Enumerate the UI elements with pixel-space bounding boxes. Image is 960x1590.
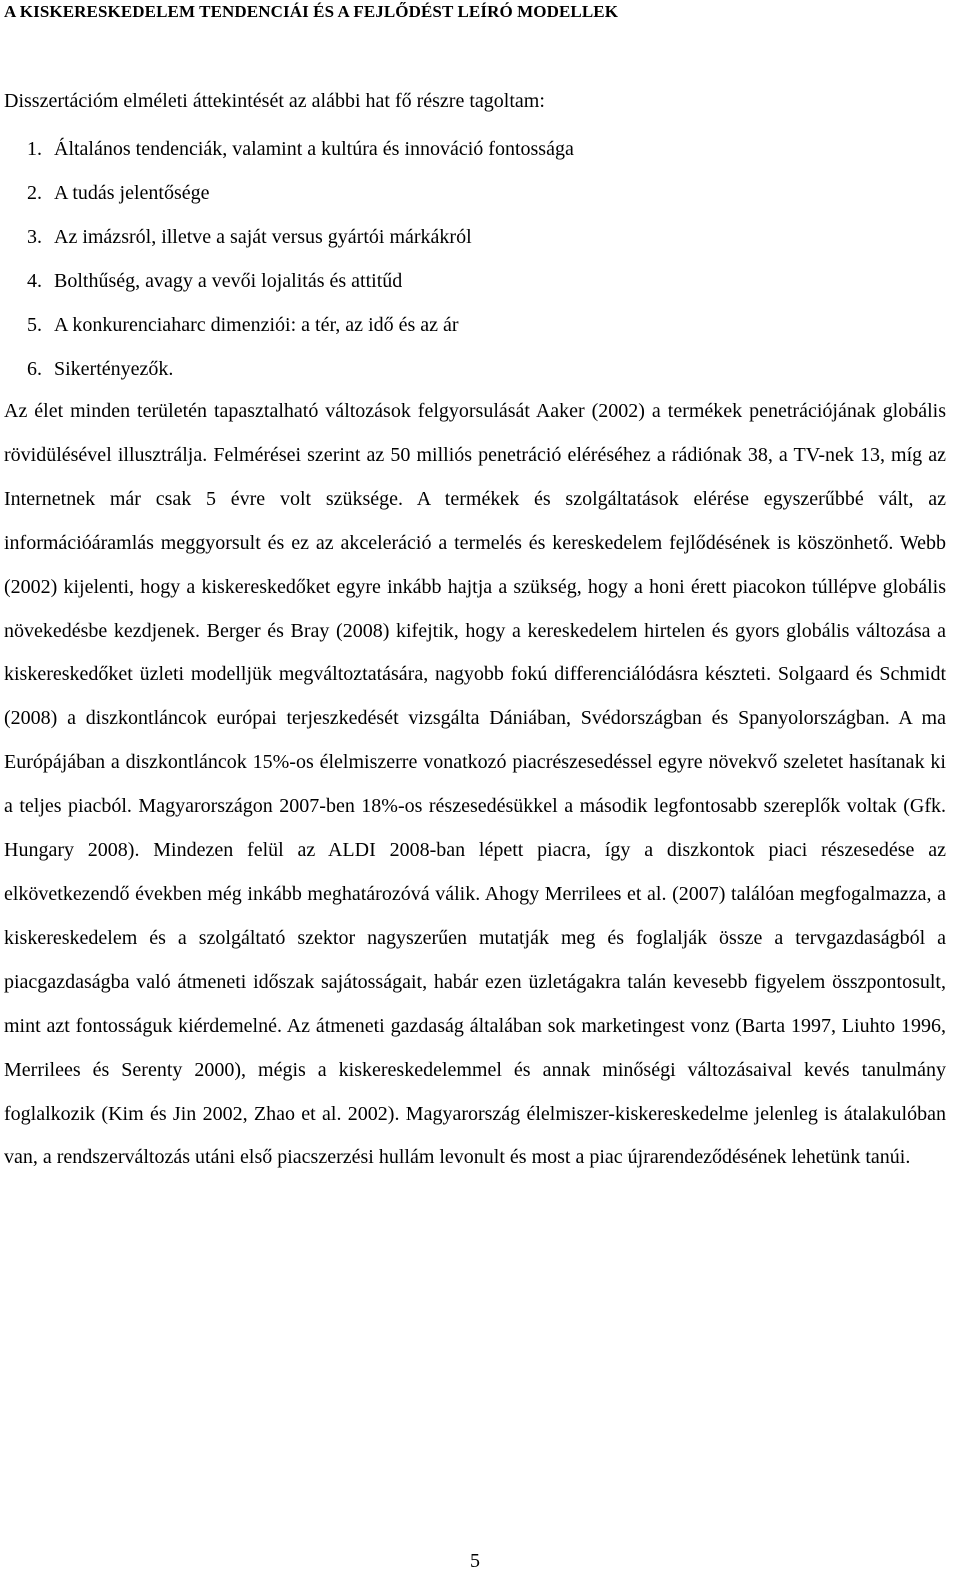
outline-item — [4, 347, 574, 391]
outline-list — [4, 127, 574, 391]
outline-item — [4, 127, 574, 171]
outline-item-label: Bolthűség, avagy a vevői lojalitás és attitűd — [54, 270, 403, 292]
outline-item-number: 2. — [27, 182, 42, 204]
body-paragraph: Az élet minden területén tapasztalható változások felgyorsulását Aaker (2002) a termékek penetrációjának globális rövidülésével illusztrálja. Felmérései szerint az 50 milliós penetráció eléréséhez a rádiónak 38, a TV-nek 13, míg az Internetnek már csak 5 évre volt szüksége. A termékek és szolgáltatások elérése egyszerűbbé vált, az információáramlás meggyorsult és ez az akceleráció a termelés és kereskedelem fejlődésének is köszönhető. Webb (2002) kijelenti, hogy a kiskereskedőket egyre inkább hajtja a szükség, hogy a honi érett piacokon túllépve globális növekedésbe kezdjenek. Berger és Bray (2008) kifejtik, hogy a kereskedelem hirtelen és gyors globális változása a kiskereskedőket üzleti modelljük megváltoztatására, nagyobb fokú differenciálódásra készteti. Solgaard és Schmidt (2008) a diszkontláncok európai terjeszkedését vizsgálta Dániában, Svédországban és Spanyolországban. A ma Európájában a diszkontláncok 15%-os élelmiszerre vonatkozó piacrészesedéssel egyre növekvő szeletet hasítanak ki a teljes piacból. Magyarországon 2007-ben 18%-os részesedésükkel a második legfontosabb szereplők voltak (Gfk. Hungary 2008). Mindezen felül az ALDI 2008-ban lépett piacra, így a diszkontok piaci részesedése az elkövetkezendő években még inkább meghatározóvá válik. Ahogy Merrilees et al. (2007) találóan megfogalmazza, a kiskereskedelem és a szolgáltató szektor nagyszerűen mutatják meg és foglalják össze a tervgazdaságból a piacgazdaságba való átmeneti időszak sajátosságait, habár ezen üzletágakra talán kevesebb figyelem összpontosult, mint azt fontosságuk kiérdemelné. Az átmeneti gazdaság általában sok marketingest vonz (Barta 1997, Liuhto 1996, Merrilees és Serenty 2000), mégis a kiskereskedelemmel és annak minőségi változásaival kevés tanulmány foglalkozik (Kim és Jin 2002, Zhao et al. 2002). Magyarország élelmiszer-kiskereskedelme jelenleg is átalakulóban van, a rendszerváltozás utáni első piacszerzési hullám levonult és most a piac újrarendeződésének lehetünk tanúi. — [4, 400, 946, 1169]
outline-item-number: 6. — [27, 358, 42, 380]
outline-item-number: 4. — [27, 270, 42, 292]
page-number: 5 — [470, 1550, 480, 1572]
chapter-heading: A KISKERESKEDELEM TENDENCIÁI ÉS A FEJLŐDÉST LEÍRÓ MODELLEK — [4, 2, 619, 21]
outline-item-number: 3. — [27, 226, 42, 248]
outline-item — [4, 171, 574, 215]
outline-item — [4, 259, 574, 303]
outline-item-label: Az imázsról, illetve a saját versus gyártói márkákról — [54, 226, 472, 248]
intro-sentence: Disszertációm elméleti áttekintését az alábbi hat fő részre tagoltam: — [4, 90, 545, 112]
outline-item-label: Sikertényezők. — [54, 358, 174, 380]
outline-item-number: 1. — [27, 138, 42, 160]
outline-item — [4, 303, 574, 347]
outline-item-number: 5. — [27, 314, 42, 336]
outline-item-label: A tudás jelentősége — [54, 182, 210, 204]
outline-item-label: A konkurenciaharc dimenziói: a tér, az idő és az ár — [54, 314, 459, 336]
outline-item — [4, 215, 574, 259]
outline-item-label: Általános tendenciák, valamint a kultúra és innováció fontossága — [54, 138, 574, 160]
